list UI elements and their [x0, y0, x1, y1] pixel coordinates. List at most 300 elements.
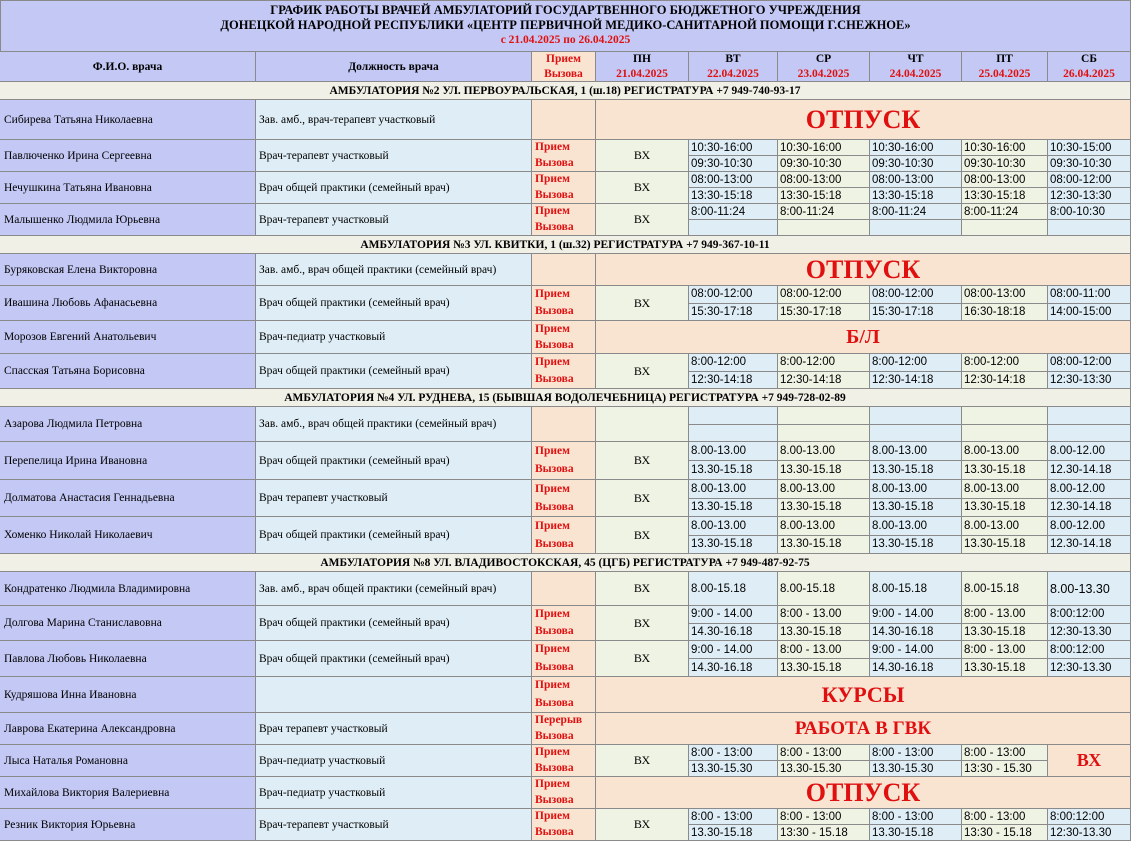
section-header: АМБУЛАТОРИЯ №3 УЛ. КВИТКИ, 1 (ш.32) РЕГИСТРАТУРА +7 949-367-10-11 — [0, 236, 1131, 254]
day-schedule — [778, 745, 870, 777]
doctor-name: Малышенко Людмила Юрьевна — [0, 204, 256, 236]
priem-hours: 8.00-13.00 — [691, 445, 746, 457]
vyzova-label: Вызова — [535, 500, 574, 513]
vyzova-hours: 13.30-15.18 — [778, 658, 869, 676]
vyzova-hours: 13:30-15:18 — [962, 187, 1047, 203]
vyzova-hours: 12:30-13.30 — [1048, 623, 1130, 641]
day-schedule — [689, 641, 778, 677]
priem-label: Прием — [535, 746, 570, 759]
priem-hours: 8:00:12:00 — [1050, 810, 1105, 823]
day-schedule — [689, 745, 778, 777]
vyzova-hours: 09:30-10:30 — [689, 155, 777, 171]
monday-cell: ВХ — [596, 140, 689, 172]
priem-hours: 8:00:12:00 — [1050, 608, 1105, 621]
status-label: ОТПУСК — [596, 777, 1131, 809]
priem-hours: 9:00 - 14.00 — [691, 608, 753, 621]
priem-vyzova-labels — [532, 354, 596, 389]
priem-hours — [962, 407, 1047, 424]
monday-cell: ВХ — [596, 286, 689, 321]
monday-cell: ВХ — [596, 354, 689, 389]
priem-hours: 10:30-16:00 — [691, 141, 753, 154]
doctor-position: Врач-терапевт участковый — [256, 140, 532, 172]
vyzova-label: Вызова — [535, 761, 574, 774]
header-day-abbr: ПТ — [996, 52, 1013, 65]
day-schedule — [962, 606, 1048, 641]
doctor-name: Буряковская Елена Викторовна — [0, 254, 256, 286]
day-schedule — [1048, 204, 1131, 236]
doctor-position: Врач терапевт участковый — [256, 480, 532, 517]
vyzova-hours: 13.30-15.30 — [778, 760, 869, 776]
priem-hours: 08:00-12:00 — [1050, 173, 1112, 186]
vyzova-hours — [689, 219, 777, 235]
priem-hours: 8.00-13.00 — [964, 445, 1019, 457]
vyzova-hours — [962, 219, 1047, 235]
day-schedule — [962, 204, 1048, 236]
priem-hours: 8:00-12:00 — [872, 356, 927, 369]
vyzova-hours: 09:30-10:30 — [870, 155, 961, 171]
priem-hours — [870, 407, 961, 424]
day-schedule — [689, 442, 778, 480]
monday-cell: ВХ — [596, 480, 689, 517]
day-schedule — [962, 517, 1048, 554]
vyzova-label: Вызова — [535, 793, 574, 806]
doctor-position: Врач-педиатр участковый — [256, 777, 532, 809]
vyzova-hours — [778, 219, 869, 235]
priem-hours: 10:30-15:00 — [1050, 141, 1112, 154]
day-schedule — [689, 140, 778, 172]
vyzova-hours: 13.30-15.18 — [689, 824, 777, 840]
priem-vyzova-labels — [532, 677, 596, 713]
day-schedule — [689, 407, 778, 442]
header-day — [870, 52, 962, 82]
priem-hours: 8:00-11:24 — [964, 205, 1019, 218]
priem-label: Прием — [535, 288, 570, 300]
status-label: ОТПУСК — [596, 100, 1131, 140]
doctor-name: Морозов Евгений Анатольевич — [0, 321, 256, 354]
priem-hours: 10:30-16:00 — [780, 141, 842, 154]
day-schedule — [1048, 809, 1131, 841]
priem-vyzova-labels — [532, 100, 596, 140]
day-schedule — [689, 204, 778, 236]
priem-hours: 8:00-12:00 — [691, 356, 746, 369]
day-schedule — [778, 286, 870, 321]
section-header: АМБУЛАТОРИЯ №4 УЛ. РУДНЕВА, 15 (БЫВШАЯ ВОДОЛЕЧЕБНИЦА) РЕГИСТРАТУРА +7 949-728-02-89 — [0, 389, 1131, 407]
priem-hours: 8.00-13.00 — [780, 445, 835, 457]
priem-hours: 8:00 - 13:00 — [691, 746, 753, 759]
vyzova-hours: 13.30-15.18 — [870, 535, 961, 554]
doctor-position: Врач-педиатр участковый — [256, 321, 532, 354]
doctor-name: Сибирева Татьяна Николаевна — [0, 100, 256, 140]
vyzova-hours: 13.30-15.18 — [962, 535, 1047, 554]
section-header: АМБУЛАТОРИЯ №2 УЛ. ПЕРВОУРАЛЬСКАЯ, 1 (ш.18) РЕГИСТРАТУРА +7 949-740-93-17 — [0, 82, 1131, 100]
priem-hours: 8:00 - 13:00 — [780, 810, 842, 823]
priem-hours: 08:00-12:00 — [872, 288, 934, 301]
day-schedule — [962, 354, 1048, 389]
header-day-abbr: ПН — [633, 52, 651, 65]
header-name: Ф.И.О. врача — [0, 52, 256, 82]
vyzova-hours: 12:30-13.30 — [1048, 824, 1130, 840]
vyzova-hours: 13.30-15.30 — [870, 760, 961, 776]
day-schedule — [778, 204, 870, 236]
vyzova-hours: 15:30-17:18 — [778, 303, 869, 321]
day-schedule — [962, 407, 1048, 442]
priem-vyzova-labels — [532, 254, 596, 286]
day-schedule — [962, 442, 1048, 480]
day-schedule — [778, 517, 870, 554]
priem-hours: 8:00-11:24 — [780, 205, 835, 218]
day-schedule: 8.00-15.18 — [778, 572, 870, 606]
vyzova-hours: 13:30-15:18 — [870, 187, 961, 203]
priem-label: Прием — [535, 608, 570, 620]
vyzova-hours: 13.30-15.18 — [778, 535, 869, 554]
day-schedule — [1048, 517, 1131, 554]
vyzova-label: Вызова — [535, 537, 574, 550]
priem-label: Прием — [535, 141, 570, 154]
priem-hours: 8:00 - 13.00 — [780, 643, 842, 656]
vyzova-hours: 13.30-15.18 — [778, 498, 869, 517]
vyzova-hours — [870, 424, 961, 442]
vyzova-label: Вызова — [535, 305, 574, 317]
vyzova-hours: 13.30-15.18 — [689, 498, 777, 517]
vyzova-label: Вызова — [535, 373, 574, 385]
vyzova-hours: 13:30 - 15.30 — [962, 760, 1047, 776]
priem-hours: 08:00-12:00 — [780, 288, 842, 301]
priem-hours: 8:00 - 13:00 — [964, 746, 1026, 759]
saturday-status: ВХ — [1048, 745, 1131, 777]
doctor-position: Врач-терапевт участковый — [256, 809, 532, 841]
vyzova-hours: 12.30-14.18 — [1048, 535, 1130, 554]
vyzova-hours: 16:30-18:18 — [962, 303, 1047, 321]
priem-hours — [689, 407, 777, 424]
day-schedule — [1048, 641, 1131, 677]
priem-hours: 8:00 - 13:00 — [872, 810, 934, 823]
header-day — [596, 52, 689, 82]
title-line-2: ДОНЕЦКОЙ НАРОДНОЙ РЕСПУБЛИКИ «ЦЕНТР ПЕРВИЧНОЙ МЕДИКО-САНИТАРНОЙ ПОМОЩИ Г.СНЕЖНОЕ» — [220, 18, 911, 32]
day-schedule — [689, 172, 778, 204]
vyzova-hours: 14.30-16.18 — [689, 658, 777, 676]
doctor-name: Павлова Любовь Николаевна — [0, 641, 256, 677]
doctor-name: Михайлова Виктория Валериевна — [0, 777, 256, 809]
vyzova-hours: 12:30-14:18 — [778, 371, 869, 389]
day-schedule — [870, 442, 962, 480]
day-schedule — [870, 354, 962, 389]
header-day-date: 21.04.2025 — [616, 67, 668, 80]
priem-hours: 8.00-12.00 — [1050, 519, 1105, 532]
vyzova-label: Вызова — [535, 338, 574, 351]
day-schedule — [689, 809, 778, 841]
doctor-position: Врач общей практики (семейный врач) — [256, 641, 532, 677]
vyzova-hours: 14.30-16.18 — [689, 623, 777, 641]
priem-hours: 8.00-13.00 — [780, 519, 835, 532]
priem-hours: 8:00 - 13.00 — [964, 608, 1026, 621]
header-day-date: 26.04.2025 — [1063, 67, 1115, 80]
day-schedule — [870, 286, 962, 321]
priem-hours: 8:00 - 13:00 — [691, 810, 753, 823]
day-schedule — [870, 606, 962, 641]
doctor-position: Врач общей практики (семейный врач) — [256, 286, 532, 321]
vyzova-hours: 13.30-15.18 — [870, 460, 961, 479]
status-label: Б/Л — [596, 321, 1131, 354]
doctor-position: Зав. амб., врач общей практики (семейный врач) — [256, 572, 532, 606]
monday-cell: ВХ — [596, 204, 689, 236]
day-schedule — [962, 809, 1048, 841]
priem-hours: 8:00-11:24 — [691, 205, 746, 218]
monday-cell — [596, 407, 689, 442]
priem-label: Прием — [535, 482, 570, 495]
doctor-name: Лыса Наталья Романовна — [0, 745, 256, 777]
vyzova-label: Вызова — [535, 463, 574, 476]
header-position: Должность врача — [256, 52, 532, 82]
title-line-1: ГРАФИК РАБОТЫ ВРАЧЕЙ АМБУЛАТОРИЙ ГОСУДАРТВЕННОГО БЮДЖЕТНОГО УЧРЕЖДЕНИЯ — [270, 3, 861, 17]
priem-label: Прием — [535, 643, 570, 656]
vyzova-hours — [689, 424, 777, 442]
header-vyzova: Вызова — [544, 67, 583, 80]
header-day-date: 24.04.2025 — [889, 67, 942, 80]
vyzova-hours: 13.30-15.18 — [962, 623, 1047, 641]
vyzova-hours: 15:30-17:18 — [870, 303, 961, 321]
priem-hours: 10:30-16:00 — [872, 141, 934, 154]
priem-vyzova-labels — [532, 407, 596, 442]
vyzova-hours: 12:30-14:18 — [689, 371, 777, 389]
day-schedule: 8.00-13.30 — [1048, 572, 1131, 606]
doctor-name: Долматова Анастасия Геннадьевна — [0, 480, 256, 517]
day-schedule: 8.00-15.18 — [870, 572, 962, 606]
monday-cell: ВХ — [596, 517, 689, 554]
priem-hours: 8:00-12:00 — [964, 356, 1019, 369]
priem-hours: 08:00-12:00 — [691, 288, 753, 301]
doctor-name: Резник Виктория Юрьевна — [0, 809, 256, 841]
header-priem: Прием — [546, 52, 581, 65]
day-schedule — [962, 140, 1048, 172]
vyzova-hours: 14.30-16.18 — [870, 623, 961, 641]
day-schedule — [778, 442, 870, 480]
priem-hours: 8.00-13.00 — [872, 519, 927, 532]
header-day-abbr: ВТ — [725, 52, 741, 65]
day-schedule — [778, 354, 870, 389]
day-schedule — [870, 745, 962, 777]
priem-hours: 8.00-13.00 — [691, 519, 746, 532]
monday-cell: ВХ — [596, 809, 689, 841]
day-schedule: 8.00-15.18 — [689, 572, 778, 606]
day-schedule — [1048, 286, 1131, 321]
doctor-position: Врач общей практики (семейный врач) — [256, 172, 532, 204]
doctor-position — [256, 677, 532, 713]
doctor-position: Врач-терапевт участковый — [256, 204, 532, 236]
priem-vyzova-labels — [532, 517, 596, 554]
priem-hours: 9:00 - 14.00 — [872, 608, 934, 621]
priem-hours: 8:00-10:30 — [1050, 205, 1105, 218]
vyzova-label: Вызова — [535, 696, 574, 709]
priem-label: Прием — [535, 322, 570, 335]
day-schedule — [689, 286, 778, 321]
day-schedule — [962, 745, 1048, 777]
day-schedule — [962, 641, 1048, 677]
priem-hours: 9:00 - 14.00 — [691, 643, 753, 656]
day-schedule — [1048, 480, 1131, 517]
doctor-position: Зав. амб., врач общей практики (семейный врач) — [256, 407, 532, 442]
priem-hours: 8.00-13.00 — [964, 482, 1019, 495]
doctor-position: Врач общей практики (семейный врач) — [256, 442, 532, 480]
day-schedule — [778, 606, 870, 641]
priem-vyzova-labels — [532, 172, 596, 204]
vyzova-hours: 13.30-15.30 — [689, 760, 777, 776]
priem-label: Прием — [535, 444, 570, 457]
monday-cell: ВХ — [596, 572, 689, 606]
doctor-name: Кудряшова Инна Ивановна — [0, 677, 256, 713]
day-schedule — [778, 480, 870, 517]
vyzova-hours: 13.30-15.18 — [778, 460, 869, 479]
vyzova-label: Вызова — [535, 660, 574, 673]
vyzova-hours: 13.30-15.18 — [689, 460, 777, 479]
priem-hours: 08:00-13:00 — [872, 173, 934, 186]
day-schedule — [962, 480, 1048, 517]
doctor-name: Перепелица Ирина Ивановна — [0, 442, 256, 480]
priem-hours: 08:00-11:00 — [1050, 288, 1111, 301]
priem-label: Прием — [535, 519, 570, 532]
day-schedule — [689, 606, 778, 641]
day-schedule — [778, 140, 870, 172]
priem-hours: 8.00-13.00 — [964, 519, 1019, 532]
vyzova-hours — [1048, 424, 1130, 442]
header-day-date: 23.04.2025 — [797, 67, 850, 80]
priem-vyzova-labels — [532, 745, 596, 777]
day-schedule — [1048, 407, 1131, 442]
vyzova-label: Вызова — [535, 825, 574, 838]
doctor-name: Хоменко Николай Николаевич — [0, 517, 256, 554]
vyzova-hours: 13.30-15.18 — [870, 498, 961, 517]
doctor-position: Зав. амб., врач общей практики (семейный врач) — [256, 254, 532, 286]
priem-vyzova-labels — [532, 641, 596, 677]
doctor-name: Долгова Марина Станиславовна — [0, 606, 256, 641]
priem-vyzova-labels — [532, 572, 596, 606]
monday-cell: ВХ — [596, 745, 689, 777]
vyzova-hours: 12:30-13:30 — [1048, 187, 1130, 203]
priem-vyzova-labels — [532, 286, 596, 321]
day-schedule — [1048, 606, 1131, 641]
day-schedule — [778, 172, 870, 204]
doctor-name: Кондратенко Людмила Владимировна — [0, 572, 256, 606]
priem-hours: 8:00 - 13:00 — [780, 746, 842, 759]
doctor-position: Врач-педиатр участковый — [256, 745, 532, 777]
priem-hours: 8:00 - 13:00 — [964, 810, 1026, 823]
header-day-abbr: СР — [815, 52, 832, 65]
priem-hours: 8:00 - 13:00 — [872, 746, 934, 759]
priem-hours: 08:00-13:00 — [691, 173, 753, 186]
day-schedule — [778, 407, 870, 442]
priem-hours: 9:00 - 14.00 — [872, 643, 934, 656]
vyzova-hours: 13:30-15:18 — [689, 187, 777, 203]
priem-vyzova-labels — [532, 777, 596, 809]
day-schedule — [870, 480, 962, 517]
vyzova-hours: 09:30-10:30 — [778, 155, 869, 171]
day-schedule — [689, 354, 778, 389]
priem-vyzova-labels — [532, 442, 596, 480]
priem-hours — [778, 407, 869, 424]
header-day-abbr: ЧТ — [907, 52, 924, 65]
vyzova-hours: 13:30-15:18 — [778, 187, 869, 203]
vyzova-hours: 14.30-16.18 — [870, 658, 961, 676]
priem-hours: 10:30-16:00 — [964, 141, 1026, 154]
day-schedule — [1048, 140, 1131, 172]
priem-hours: 8:00-12:00 — [780, 356, 835, 369]
priem-hours: 8.00-12.00 — [1050, 445, 1105, 457]
doctor-position: Врач общей практики (семейный врач) — [256, 606, 532, 641]
title-period: с 21.04.2025 по 26.04.2025 — [500, 34, 631, 46]
priem-hours: 08:00-12:00 — [1050, 356, 1112, 369]
doctor-name: Ивашина Любовь Афанасьевна — [0, 286, 256, 321]
header-day-abbr: СБ — [1081, 52, 1097, 65]
priem-label: Прием — [535, 205, 570, 218]
header-day — [778, 52, 870, 82]
day-schedule — [870, 140, 962, 172]
priem-label: Прием — [535, 810, 570, 823]
vyzova-label: Вызова — [535, 188, 574, 201]
vyzova-hours: 12:30-14:18 — [870, 371, 961, 389]
vyzova-label: Вызова — [535, 625, 574, 637]
status-label: ОТПУСК — [596, 254, 1131, 286]
doctor-name: Спасская Татьяна Борисовна — [0, 354, 256, 389]
priem-vyzova-labels — [532, 713, 596, 745]
day-schedule — [1048, 172, 1131, 204]
priem-vyzova-labels — [532, 809, 596, 841]
header-priem-vyzova — [532, 52, 596, 82]
priem-hours — [1048, 407, 1130, 424]
priem-vyzova-labels — [532, 140, 596, 172]
priem-hours: 8:00 - 13.00 — [780, 608, 842, 621]
vyzova-hours: 13.30-15.18 — [870, 824, 961, 840]
vyzova-hours: 12:30-14:18 — [962, 371, 1047, 389]
doctor-position: Врач терапевт участковый — [256, 713, 532, 745]
day-schedule — [778, 641, 870, 677]
header-day — [689, 52, 778, 82]
doctor-name: Нечушкина Татьяна Ивановна — [0, 172, 256, 204]
monday-cell: ВХ — [596, 442, 689, 480]
header-day — [962, 52, 1048, 82]
day-schedule — [870, 641, 962, 677]
status-label: РАБОТА В ГВК — [596, 713, 1131, 745]
priem-vyzova-labels — [532, 480, 596, 517]
monday-cell: ВХ — [596, 606, 689, 641]
priem-vyzova-labels — [532, 606, 596, 641]
priem-vyzova-labels — [532, 204, 596, 236]
vyzova-hours: 09:30-10:30 — [962, 155, 1047, 171]
priem-label: Прием — [535, 173, 570, 186]
section-header: АМБУЛАТОРИЯ №8 УЛ. ВЛАДИВОСТОКСКАЯ, 45 (ЦГБ) РЕГИСТРАТУРА +7 949-487-92-75 — [0, 554, 1131, 572]
doctor-name: Азарова Людмила Петровна — [0, 407, 256, 442]
header-day — [1048, 52, 1131, 82]
header-day-date: 22.04.2025 — [707, 67, 759, 80]
vyzova-hours: 12.30-14.18 — [1048, 460, 1130, 479]
priem-hours: 8.00-13.00 — [872, 482, 927, 495]
vyzova-hours: 13:30 - 15.18 — [962, 824, 1047, 840]
vyzova-hours: 13.30-15.18 — [962, 498, 1047, 517]
priem-label: Прием — [535, 679, 570, 692]
day-schedule — [870, 204, 962, 236]
doctor-name: Лаврова Екатерина Александровна — [0, 713, 256, 745]
vyzova-hours: 13.30-15.18 — [689, 535, 777, 554]
day-schedule — [1048, 442, 1131, 480]
priem-vyzova-labels — [532, 321, 596, 354]
day-schedule — [962, 172, 1048, 204]
day-schedule — [1048, 354, 1131, 389]
vyzova-hours: 12:30-13.30 — [1048, 658, 1130, 676]
priem-hours: 8:00-11:24 — [872, 205, 927, 218]
vyzova-label: Вызова — [535, 156, 574, 169]
header-day-date: 25.04.2025 — [978, 67, 1031, 80]
vyzova-label: Вызова — [535, 729, 574, 742]
priem-label: Прием — [535, 778, 570, 791]
doctor-position: Врач общей практики (семейный врач) — [256, 354, 532, 389]
